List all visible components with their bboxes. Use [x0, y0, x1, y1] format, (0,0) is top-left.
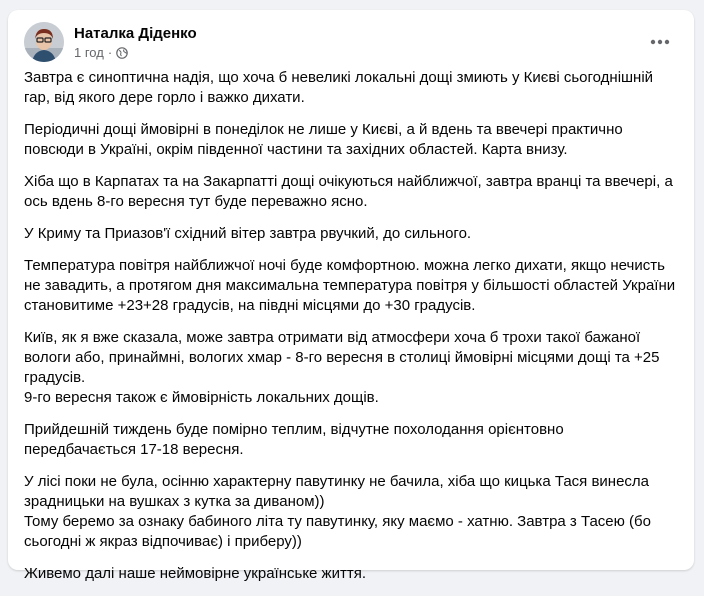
- more-options-button[interactable]: [642, 24, 678, 60]
- globe-icon[interactable]: [116, 47, 128, 59]
- avatar[interactable]: [24, 22, 64, 62]
- post-paragraph: Хіба що в Карпатах та на Закарпатті дощі очікуються найближчої, завтра вранці та ввечері, а ось вдень 8-го вересня тут буде переважно ясно.: [24, 173, 673, 210]
- post-paragraph: Прийдешній тиждень буде помірно теплим, відчутне похолодання орієнтовно передбачається 17-18 вересня.: [24, 421, 564, 458]
- post-paragraph: У Криму та Приазов'ї східний вітер завтра рвучкий, до сильного.: [24, 225, 472, 242]
- post-paragraph: Завтра є синоптична надія, що хоча б невеликі локальні дощі змиють у Києві сьогоднішній гар, від якого дере горло і важко дихати.: [24, 69, 654, 106]
- post-paragraph: Температура повітря найближчої ночі буде комфортною. можна легко дихати, якщо нечисть не завадить, а протягом дня максимальна температура повітря у більшості областей України становитиме +23+28 градусів, на півдні місцями до +30 градусів.: [24, 257, 676, 314]
- post-paragraph: Київ, як я вже сказала, може завтра отримати від атмосфери хоча б трохи такої бажаної вологи або, принаймні, вологих хмар - 8-го вересня в столиці ймовірні місцями дощі та +25 градусів. 9-го вересня також є ймовірність локальних дощів.: [24, 329, 660, 406]
- post-paragraph: У лісі поки не була, осінню характерну павутинку не бачила, хіба що кицька Тася винесла зрадницьки на вушках з кутка за диваном)) Тому беремо за ознаку бабиного літа ту павутинку, яку маємо - хатню. Завтра з Тасею (бо сьогодні ж якраз відпочиває) і приберу)): [24, 473, 651, 550]
- more-dots-icon: [650, 39, 670, 45]
- post-card: [8, 10, 694, 582]
- post-header: [24, 20, 678, 64]
- post-paragraph: Періодичні дощі ймовірні в понеділок не лише у Києві, а й вдень та ввечері практично повсюди в Україні, окрім південної частини та західних областей. Карта внизу.: [24, 121, 623, 158]
- post-meta: [74, 45, 128, 60]
- post-text: [24, 68, 678, 596]
- meta-separator: ·: [107, 45, 113, 60]
- author-name[interactable]: Наталка Діденко: [74, 25, 197, 42]
- avatar-image: [24, 22, 64, 62]
- post-paragraph: Живемо далі наше неймовірне українське життя.: [24, 565, 367, 582]
- post-time[interactable]: 1 год: [74, 45, 104, 60]
